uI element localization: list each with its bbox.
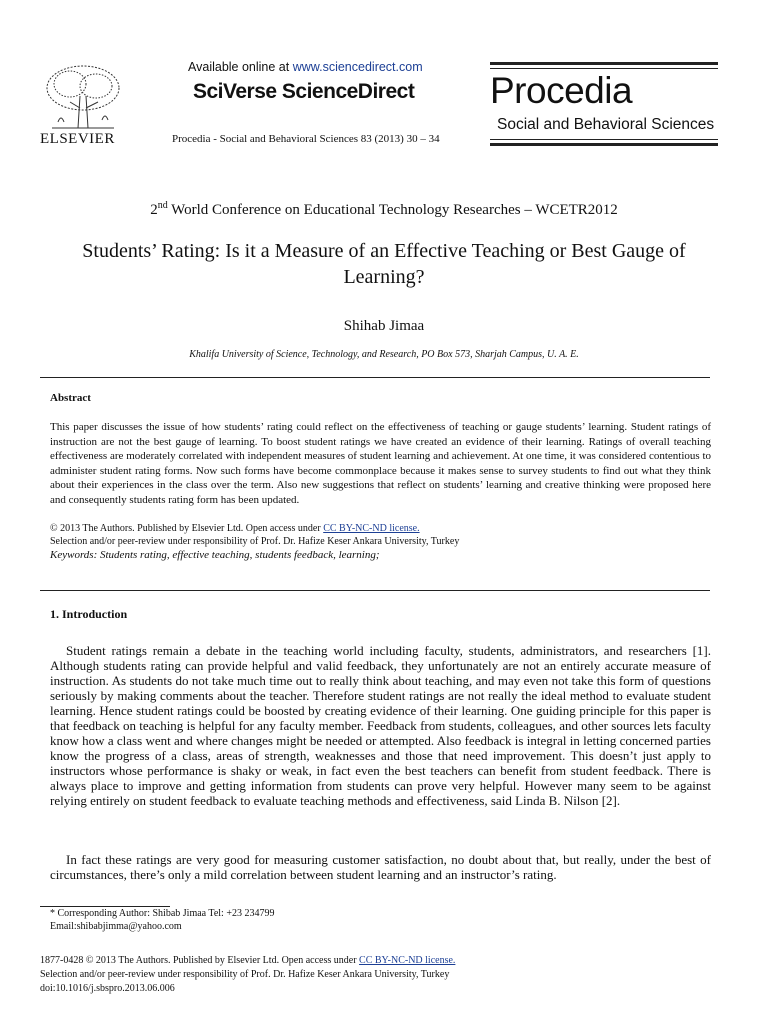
procedia-rule-top-thin [490,68,718,69]
open-access-text: Open access under [243,523,324,534]
author-name: Shihab Jimaa [343,318,425,334]
available-online-line [188,60,423,74]
intro-paragraph-2-text: In fact these ratings are very good for measuring customer satisfaction, no doubt about that, but really, under the best of circumstances, there’s only a mild correlation between student learning and an instructor’s rating. [50,852,711,882]
copyright-text: © 2013 The Authors. Published by Elsevier Ltd. [50,523,244,534]
abstract-selection: Selection and/or peer-review under responsibility of Prof. Dr. Hafize Keser Ankara University, Turkey [50,536,460,547]
abstract-copyright [50,523,420,534]
conference-ordinal-suffix: nd [157,200,168,211]
doi-line[interactable]: doi:10.1016/j.sbspro.2013.06.006 [40,983,175,994]
bottom-selection: Selection and/or peer-review under responsibility of Prof. Dr. Hafize Keser Ankara University, Turkey [40,969,450,980]
procedia-subtitle: Social and Behavioral Sciences [497,116,715,133]
abstract-bottom-rule [40,590,710,591]
issn-text: 1877-0428 © 2013 The Authors. Published by Elsevier Ltd. [40,955,280,966]
procedia-rule-bottom-thin [490,139,718,140]
intro-paragraph-1-text: Student ratings remain a debate in the teaching world including faculty, students, administrators, and researchers [1]. Although students rating can provide helpful and valid feedback, they unfortunately are not an entirely accurate measure of instruction. As students do not take much time out to really think about teaching, and may even not take this form of questions seriously by making comments about the teacher. Therefore student ratings are not really the ideal method to evaluate student learning. Hence student ratings could be boosted by creating evidence of their learning. One guiding principle for this paper is that feedback on teaching is helpful for any faculty member. Feedback from students, colleagues, and other sources lets faculty know how a class went and where changes might be needed or attempted. Also feedback is integral in letting concerned parties know the progress of a class, areas of strength, weaknesses and those that need improvement. This doesn’t just apply to instructors whose performance is shaky or weak, in fact even the best teachers can benefit from student feedback. There is always place to improve and getting information from students can prove very helpful. However many seem to be against relying entirely on student feedback to evaluate teaching methods and effectiveness, said Linda B. Nilson [2]. [50,643,711,808]
footnote-rule [40,906,170,907]
procedia-rule-bottom [490,143,718,146]
conference-rest: World Conference on Educational Technology Researches – WCETR2012 [167,202,618,218]
paper-title: Students’ Rating: Is it a Measure of an Effective Teaching or Best Gauge of Learning? [82,240,686,288]
abstract-text: This paper discusses the issue of how students’ rating could reflect on the effectiveness of teaching or gauge students’ learning. Student ratings of instruction are not the best gauge of learning. To boost student ratings we have created an evidence of their learning. Ratings of overall teaching effectiveness are moderately correlated with independent measures of student learning and achievement. At one time, it was considered contentious to administer student rating forms. Now such forms have become commonplace because it makes sense to survey students to find out what they think about their experiences in the class over the term. Also new suggestions that reflect on students’ learning and creative thinking were proposed here and consequently students rating form has been updated. [50,421,711,506]
author-affiliation: Khalifa University of Science, Technology, and Research, PO Box 573, Sharjah Campus, U. A. E. [189,349,579,360]
bottom-open-access: Open access under [279,955,360,966]
keywords: Keywords: Students rating, effective teaching, students feedback, learning; [50,549,380,561]
elsevier-wordmark: ELSEVIER [40,131,115,147]
footnote-email: Email:shibabjimma@yahoo.com [50,921,182,932]
footnote-author: * Corresponding Author: Shibab Jimaa Tel: +23 234799 [50,908,275,919]
sciencedirect-link[interactable]: www.sciencedirect.com [292,60,423,74]
procedia-rule-top [490,62,718,65]
license-link[interactable]: CC BY-NC-ND license. [323,523,420,534]
abstract-top-rule [40,377,710,378]
abstract-heading: Abstract [50,392,91,404]
conference-name [0,200,768,219]
procedia-logo: Procedia [490,70,633,111]
sciverse-sciencedirect-logo: SciVerse ScienceDirect [193,80,415,103]
conference-ordinal: 2 [150,202,158,218]
intro-paragraph-1 [50,643,711,808]
issn-line [40,955,455,966]
bottom-license-link[interactable]: CC BY-NC-ND license. [359,955,456,966]
journal-citation: Procedia - Social and Behavioral Sciences 83 (2013) 30 – 34 [172,133,440,145]
intro-paragraph-2 [50,852,711,882]
section-heading-introduction: 1. Introduction [50,607,128,621]
available-prefix: Available online at [188,60,293,74]
